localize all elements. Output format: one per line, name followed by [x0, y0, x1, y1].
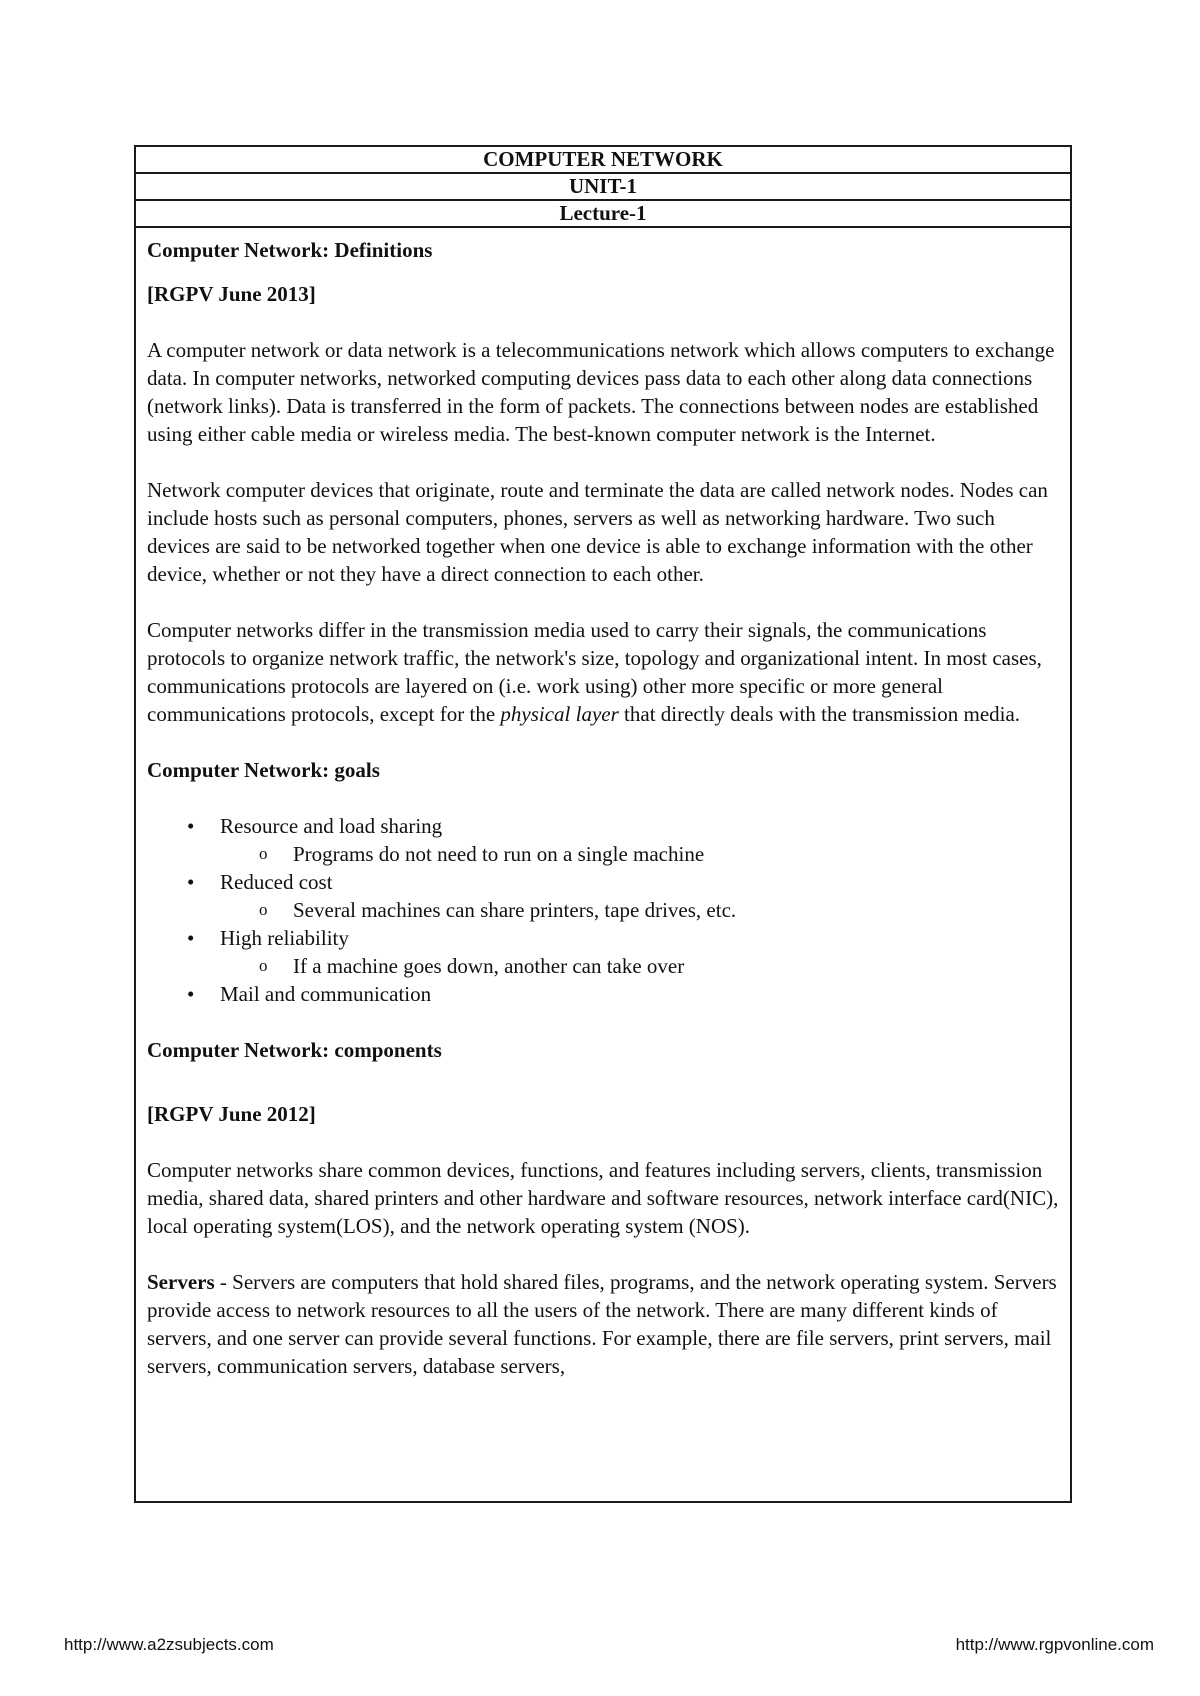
definitions-paragraph-1: A computer network or data network is a telecommunications network which allows computers to exchange data. In computer networks, networked computing devices pass data to each other along data connections (network links). Data is transferred in the form of packets. The connections between nodes are established using either cable media or wireless media. The best-known computer network is the Internet.	[147, 338, 1055, 446]
bullet-icon: •	[187, 926, 195, 950]
goal-label: Resource and load sharing	[220, 814, 443, 838]
components-heading: Computer Network: components	[147, 1038, 442, 1062]
servers-term: Servers	[147, 1270, 215, 1294]
goal-label: Reduced cost	[220, 870, 333, 894]
goal-sub-label: Programs do not need to run on a single machine	[293, 842, 705, 866]
components-paragraph-1: Computer networks share common devices, functions, and features including servers, clients, transmission media, shared data, shared printers and other hardware and software resources, network interface card(NIC), local operating system(LOS), and the network operating system (NOS).	[147, 1158, 1059, 1238]
lecture-label: Lecture-1	[136, 201, 1070, 228]
definitions-reference: [RGPV June 2013]	[147, 282, 316, 306]
goal-sub-label: If a machine goes down, another can take over	[293, 954, 685, 978]
para3-text-start: Computer networks differ in the transmission media used to carry their signals, the communications protocols to organize network traffic, the network's size, topology and organizational intent. In most cases, communications protocols are layered on (i.e. work using) other more specific or more general communications protocols, except for the	[147, 618, 1042, 726]
bullet-icon: •	[187, 870, 195, 894]
list-item	[147, 980, 1060, 1008]
goal-label: Mail and communication	[220, 982, 432, 1006]
list-item	[147, 868, 1060, 896]
bullet-icon: •	[187, 982, 195, 1006]
goal-label: High reliability	[220, 926, 349, 950]
footer-left-link[interactable]: http://www.a2zsubjects.com	[64, 1635, 274, 1654]
sub-list-item	[147, 952, 1060, 980]
sub-bullet-icon: o	[259, 900, 268, 919]
footer-right-link[interactable]: http://www.rgpvonline.com	[955, 1635, 1154, 1654]
document-title: COMPUTER NETWORK	[136, 147, 1070, 174]
definitions-paragraph-2: Network computer devices that originate, route and terminate the data are called network nodes. Nodes can include hosts such as personal computers, phones, servers as well as networking hardware. Two such devices are said to be networked together when one device is able to exchange information with the other device, whether or not they have a direct connection to each other.	[147, 478, 1048, 586]
para3-text-end: that directly deals with the transmission media.	[618, 702, 1021, 726]
bullet-icon: •	[187, 814, 195, 838]
definitions-heading: Computer Network: Definitions	[147, 238, 433, 262]
document-body	[136, 228, 1070, 1380]
list-item	[147, 924, 1060, 952]
goals-list	[147, 812, 1060, 1008]
goals-heading: Computer Network: goals	[147, 758, 380, 782]
goal-sub-label: Several machines can share printers, tape drives, etc.	[293, 898, 737, 922]
list-item	[147, 812, 1060, 840]
sub-list-item	[147, 840, 1060, 868]
servers-description: - Servers are computers that hold shared files, programs, and the network operating system. Servers provide access to network resources to all the users of the network. There are many different kinds of servers, and one server can provide several functions. For example, there are file servers, print servers, mail servers, communication servers, database servers,	[147, 1270, 1057, 1378]
physical-layer-term: physical layer	[500, 702, 619, 726]
servers-paragraph	[147, 1268, 1060, 1380]
unit-label: UNIT-1	[136, 174, 1070, 201]
definitions-paragraph-3	[147, 616, 1060, 728]
components-reference: [RGPV June 2012]	[147, 1102, 316, 1126]
sub-bullet-icon: o	[259, 956, 268, 975]
sub-bullet-icon: o	[259, 844, 268, 863]
sub-list-item	[147, 896, 1060, 924]
document-frame	[134, 145, 1072, 1503]
